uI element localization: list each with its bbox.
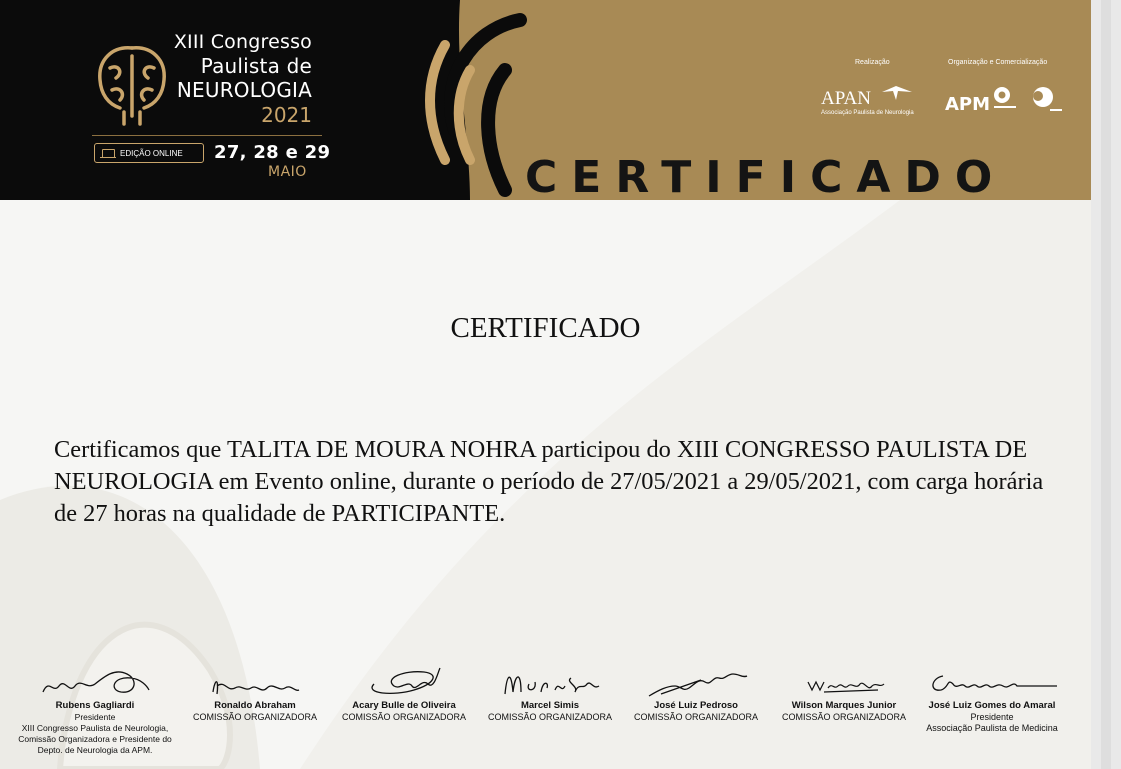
apm-logo: APM [945,94,991,115]
signer-name: Wilson Marques Junior [791,700,897,711]
signer-name: Acary Bulle de Oliveira [352,700,456,711]
signer-role: Presidente [74,712,116,722]
signer-name: Ronaldo Abraham [214,700,296,711]
signature-block-3 [334,664,474,723]
certificate-title: CERTIFICADO [450,312,641,344]
signer-role-line2: XIII Congresso Paulista de Neurologia, [21,723,169,733]
signer-role-line2: Associação Paulista de Medicina [926,723,1058,733]
congress-line3: NEUROLOGIA [176,78,312,102]
signer-role: COMISSÃO ORGANIZADORA [633,712,758,722]
signature-block-1 [0,664,190,756]
signature-image [205,670,305,700]
signature-image [794,670,894,700]
signature-block-6 [774,670,914,723]
signer-role: COMISSÃO ORGANIZADORA [192,712,317,722]
apm-emblem-icon [990,85,1066,115]
signature-image [917,664,1067,700]
header-banner [0,0,1091,200]
signer-name: José Luiz Gomes do Amaral [928,700,1056,711]
apan-subtitle: Associação Paulista de Neurologia [821,110,914,116]
brain-logo-icon [92,42,172,128]
signature-image [495,664,605,700]
congress-name [172,30,312,127]
congress-year: 2021 [261,103,312,127]
header-divider [92,135,322,136]
signature-block-5 [626,664,766,723]
signature-image [354,664,454,700]
laptop-icon [102,149,115,158]
signature-block-7 [912,664,1072,734]
signer-name: Marcel Simis [520,700,580,711]
signer-role: Presidente [970,712,1014,722]
signer-name: José Luiz Pedroso [654,700,738,711]
signature-image [641,664,751,700]
signer-role-line4: Depto. de Neurologia da APM. [37,745,153,755]
congress-line2: Paulista de [200,54,312,78]
viewer-scrollbar[interactable] [1101,0,1111,769]
congress-line1: XIII Congresso [173,31,312,53]
signer-role-line3: Comissão Organizadora e Presidente do [18,734,172,744]
event-dates: 27, 28 e 29 [214,142,331,163]
online-edition-badge [94,143,204,163]
online-badge-label: EDIÇÃO ONLINE [120,148,183,158]
apan-bird-icon [880,84,914,102]
signature-block-2 [186,670,324,723]
signer-role: COMISSÃO ORGANIZADORA [781,712,906,722]
banner-title: CERTIFICADO [525,152,1007,200]
signer-name: Rubens Gagliardi [55,700,135,711]
event-month: MAIO [268,164,307,180]
viewer-scrollbar-track[interactable] [1091,0,1121,769]
certificate-body: Certificamos que TALITA DE MOURA NOHRA participou do XIII CONGRESSO PAULISTA DE NEUROLOGIA em Evento online, durante o período de 27/05/2021 a 29/05/2021, com carga horária de 27 horas na qualidade de PARTICIPANTE. [54,436,1044,527]
signature-image [35,664,155,700]
signer-role: COMISSÃO ORGANIZADORA [487,712,612,722]
signature-block-4 [480,664,620,723]
apan-logo: APAN [821,88,871,109]
realizacao-label: Realização [855,59,890,66]
organizacao-label: Organização e Comercialização [948,59,1048,66]
signer-role: COMISSÃO ORGANIZADORA [341,712,466,722]
